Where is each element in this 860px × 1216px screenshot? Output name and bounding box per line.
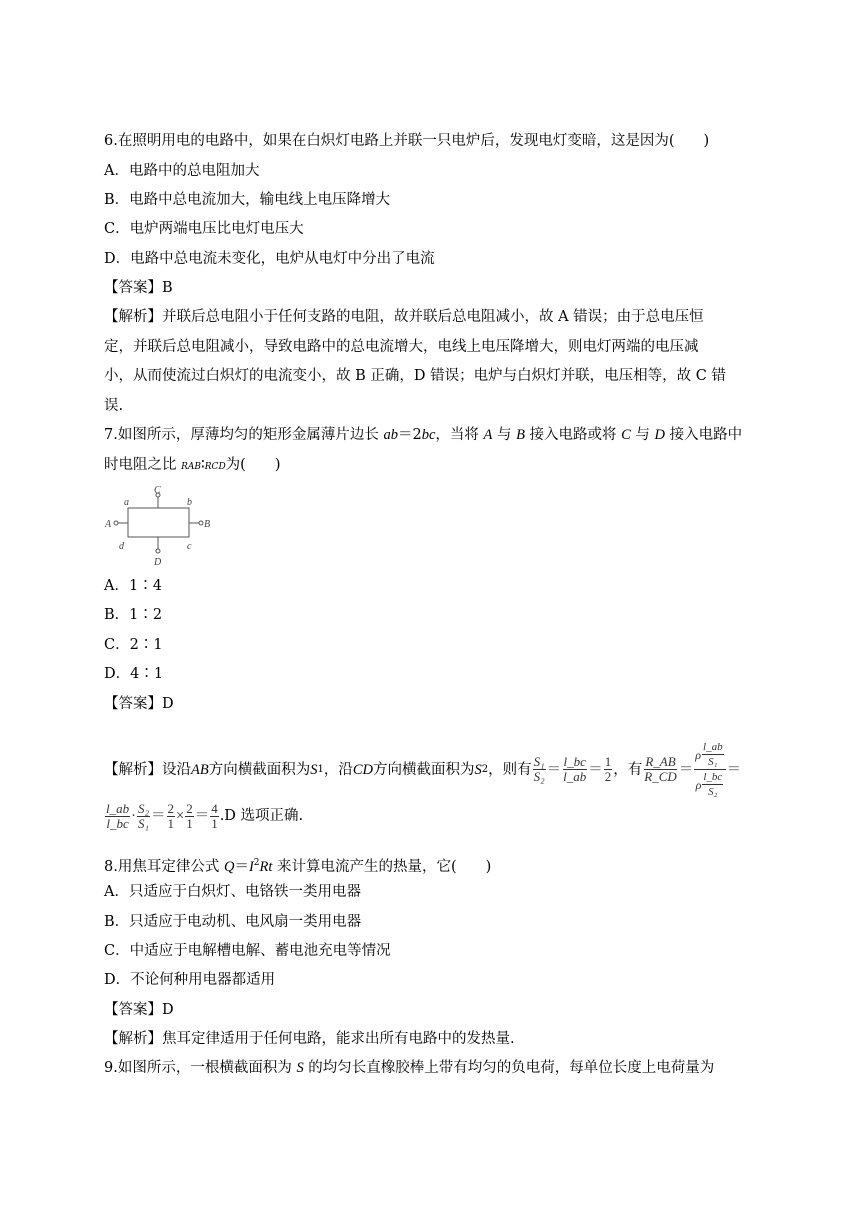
- q6-option-d: D．电路中总电流未变化，电炉从电灯中分出了电流: [104, 251, 435, 267]
- fraction-one-half: $\frac{1}{2}$: [604, 754, 612, 784]
- q7-option-c: C．2∶1: [104, 637, 163, 653]
- q6-analysis-line-1: 【解析】并联后总电阻小于任何支路的电阻，故并联后总电阻减小，故 A 错误；由于总电压恒: [104, 309, 704, 325]
- q8-option-c: C．中适应于电解槽电解、蓄电池充电等情况: [104, 943, 391, 959]
- fraction-two-one-a: $\frac{2}{1}$: [167, 800, 174, 831]
- q8-stem: 8.用焦耳定律公式 $Q=I^2Rt$ 来计算电流产生的热量，它( ): [104, 858, 492, 875]
- q8-option-a: A．只适应于白炽灯、电铬铁一类用电器: [104, 884, 361, 900]
- label-a: a: [124, 497, 129, 508]
- q6-analysis-line-3: 小，从而使流过白炽灯的电流变小，故 B 正确，D 错误；电炉与白炽灯并联，电压相等，故 C 错: [104, 368, 726, 384]
- label-A: A: [105, 519, 112, 530]
- q7-analysis-line-2: $\frac{l\_ab}{l\_bc}$ · $\frac{\text{S₂}}{\text{S₁}}$ ＝ $\frac{2}{1}$ × $\frac{2}{1}$ ＝ $\frac{4}{1}$ .D 选项正确.: [106, 800, 304, 831]
- q7-option-b: B．1∶2: [104, 607, 163, 623]
- q8-answer: 【答案】D: [104, 1002, 174, 1018]
- fraction-lbc-lab: $\frac{l\_bc}{l\_ab}$: [563, 754, 587, 784]
- fraction-rho-ratio: ρ $\frac{l\_ab}{\text{S₁}}$ ρ $\frac{l\_bc}{\text{S₂}}$: [694, 740, 725, 799]
- metal-plate-figure: [103, 484, 215, 570]
- fraction-lab-lbc: $\frac{l\_ab}{l\_bc}$: [106, 800, 130, 831]
- label-b: b: [187, 497, 192, 508]
- label-D: D: [154, 557, 162, 568]
- q8-option-b: B．只适应于电动机、电风扇一类用电器: [104, 914, 362, 930]
- q6-option-a: A．电路中的总电阻加大: [104, 163, 260, 179]
- q6-stem: 6.在照明用电的电路中，如果在白炽灯电路上并联一只电炉后，发现电灯变暗，这是因为( ): [104, 133, 710, 149]
- q7-analysis-line-1: 【解析】设沿 AB 方向横截面积为 S 1 ，沿 CD 方向横截面积为 S 2 ，则有 $\frac{\text{S₁}}{\text{S₂}}$ ＝ $\frac{l\_bc}{l\_ab}$ ＝ $\frac{1}{2}$ ，有 $\frac{R\_AB}{R\_CD}$ ＝ ρ $\frac{l\_ab}{\text{S₁}}$ ρ $\frac{l\_bc}{\text{S₂}}$ ＝: [104, 741, 742, 798]
- q6-option-c: C．电炉两端电压比电灯电压大: [104, 221, 304, 237]
- q9-stem: 9.如图所示，一根横截面积为 S 的均匀长直橡胶棒上带有均匀的负电荷，每单位长度上电荷量为: [104, 1060, 715, 1076]
- fraction-s2-s1: $\frac{\text{S₂}}{\text{S₁}}$: [137, 800, 149, 831]
- q7-stem-line-2: 时电阻之比 RAB∶RCD为( ): [104, 457, 281, 473]
- q6-option-b: B．电路中总电流加大，输电线上电压降增大: [104, 192, 391, 208]
- plate-rectangle: [128, 508, 189, 537]
- q7-option-d: D．4∶1: [104, 666, 164, 682]
- q8-option-d: D．不论何种用电器都适用: [104, 972, 276, 988]
- label-d: d: [119, 541, 124, 552]
- label-B: B: [204, 519, 211, 530]
- q6-answer: 【答案】B: [104, 280, 173, 296]
- q7-option-a: A．1∶4: [104, 578, 162, 594]
- fraction-four-one: $\frac{4}{1}$: [211, 800, 218, 831]
- label-c: c: [187, 541, 192, 552]
- q6-analysis-line-2: 定，并联后总电阻减小，导致电路中的总电流增大，电线上电压降增大，则电灯两端的电压减: [104, 339, 699, 355]
- q6-analysis-line-4: 误.: [104, 398, 124, 414]
- q7-answer: 【答案】D: [104, 696, 174, 712]
- fraction-s1-s2: $\frac{\text{S₁}}{\text{S₂}}$: [533, 754, 545, 784]
- fraction-two-one-b: $\frac{2}{1}$: [186, 800, 193, 831]
- q7-stem-line-1: 7.如图所示，厚薄均匀的矩形金属薄片边长 ab＝2bc，当将 A 与 B 接入电路或将 C 与 D 接入电路中: [104, 427, 743, 443]
- fraction-rab-rcd: $\frac{R\_AB}{R\_CD}$: [644, 754, 677, 784]
- label-C: C: [154, 485, 161, 496]
- q8-analysis: 【解析】焦耳定律适用于任何电路，能求出所有电路中的发热量.: [104, 1031, 515, 1047]
